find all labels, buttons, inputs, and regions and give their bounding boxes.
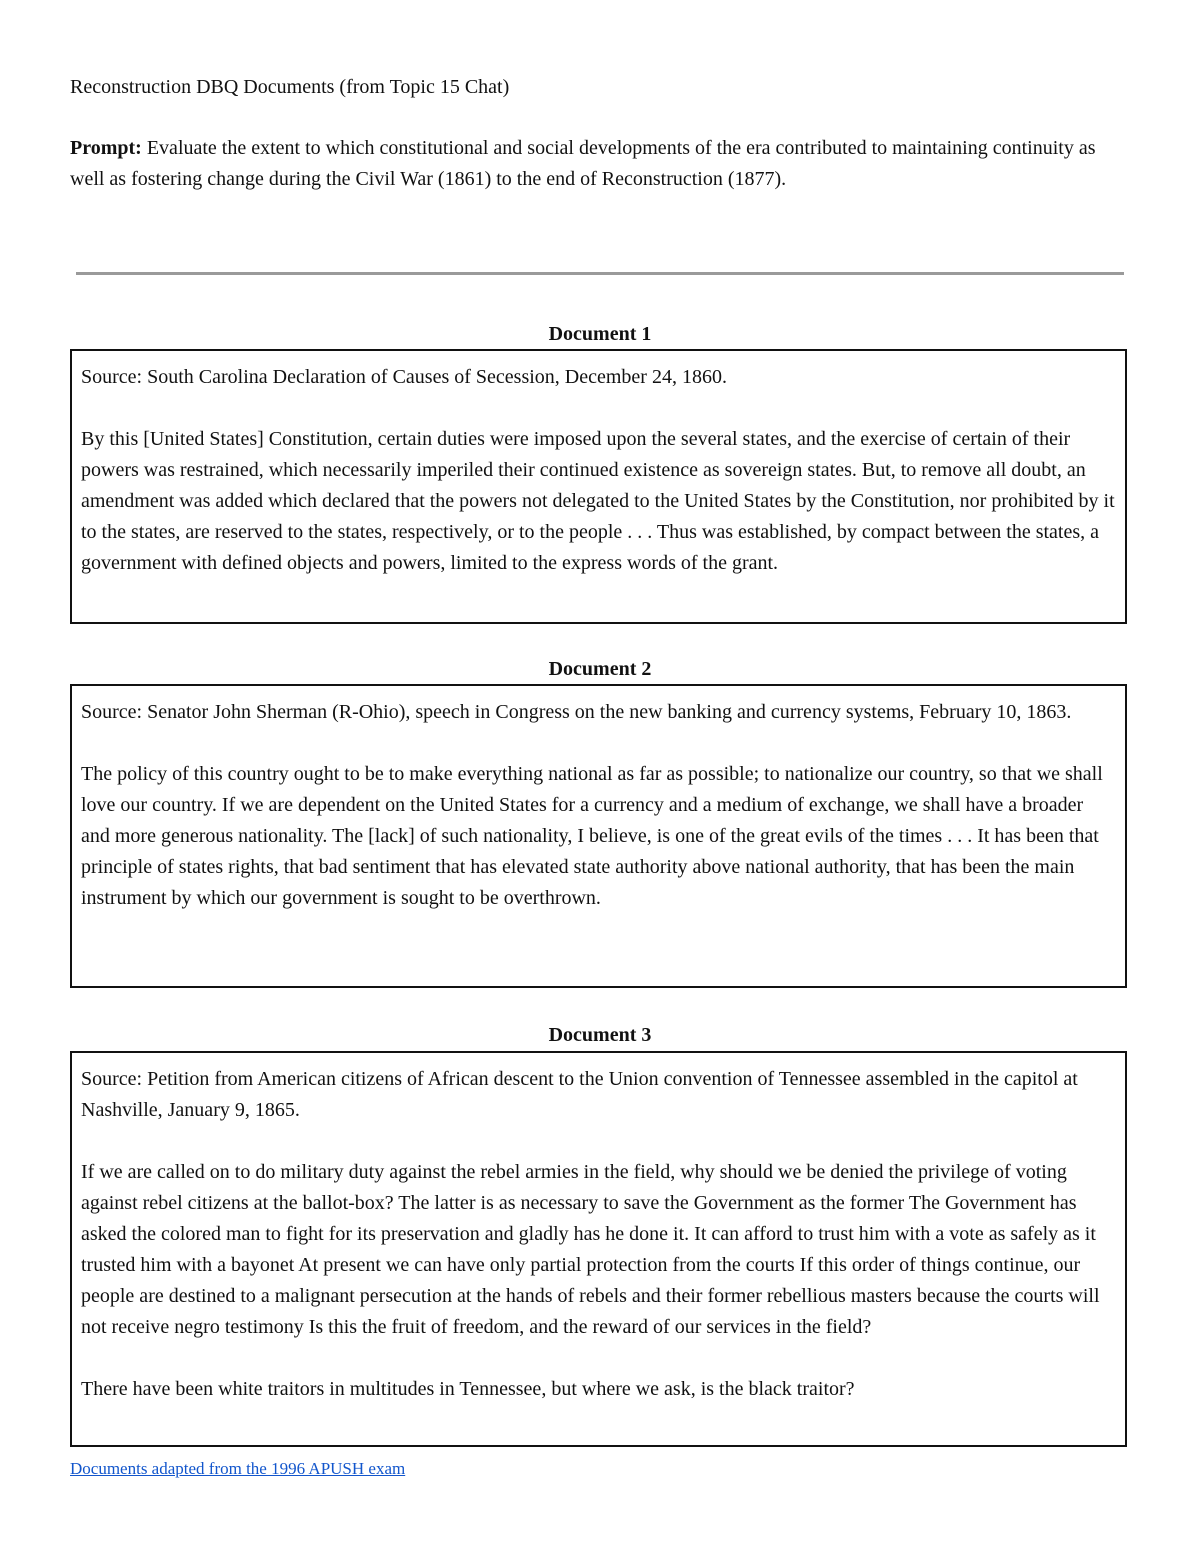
prompt-label: Prompt: (70, 137, 142, 159)
document-2-box (70, 684, 1127, 988)
prompt-paragraph (70, 133, 1110, 195)
document-1-box (70, 349, 1127, 624)
document-3-closing-text: There have been white traitors in multitudes in Tennessee, but where we ask, is the black traitor? (81, 1378, 855, 1400)
document-3-box (70, 1051, 1127, 1447)
document-3-text: If we are called on to do military duty against the rebel armies in the field, why should we be denied the privilege of voting against rebel citizens at the ballot-box? The latter is as necessary to save the Government as the former The Government has asked the colored man to fight for its preservation and gladly has he done it. It can afford to trust him with a vote as safely as it trusted him with a bayonet At present we can have only partial protection from the courts If this order of things continue, our people are destined to a malignant persecution at the hands of rebels and their former rebellious masters because the courts will not receive negro testimony Is this the fruit of freedom, and the reward of our services in the field? (81, 1161, 1100, 1338)
document-3-source: Source: Petition from American citizens of African descent to the Union convention of Tennessee assembled in the capitol at Nashville, January 9, 1865. (81, 1068, 1078, 1121)
document-3-heading: Document 3 (548, 1024, 652, 1046)
document-1-text: By this [United States] Constitution, certain duties were imposed upon the several states, and the exercise of certain of their powers was restrained, which necessarily imperiled their continued existence as sovereign states. But, to remove all doubt, an amendment was added which declared that the powers not delegated to the United States by the Constitution, nor prohibited by it to the states, are reserved to the states, respectively, or to the people . . . Thus was established, by compact between the states, a government with defined objects and powers, limited to the express words of the grant. (81, 428, 1115, 574)
prompt-text: Evaluate the extent to which constitutional and social developments of the era contributed to maintaining continuity as well as fostering change during the Civil War (1861) to the end of Reconstruction (1877). (70, 137, 1096, 190)
page-title: Reconstruction DBQ Documents (from Topic 15 Chat) (70, 76, 510, 98)
source-attribution-link[interactable]: Documents adapted from the 1996 APUSH exam (70, 1459, 406, 1478)
document-2-heading: Document 2 (548, 658, 652, 680)
document-1-heading: Document 1 (548, 323, 652, 345)
document-2-text: The policy of this country ought to be to make everything national as far as possible; to nationalize our country, so that we shall love our country. If we are dependent on the United States for a currency and a medium of exchange, we shall have a broader and more generous nationality. The [lack] of such nationality, I believe, is one of the great evils of the times . . . It has been that principle of states rights, that bad sentiment that has elevated state authority above national authority, that has been the main instrument by which our government is sought to be overthrown. (81, 763, 1103, 909)
horizontal-divider (76, 272, 1124, 275)
document-2-source: Source: Senator John Sherman (R-Ohio), speech in Congress on the new banking and currency systems, February 10, 1863. (81, 701, 1072, 723)
document-1-source: Source: South Carolina Declaration of Causes of Secession, December 24, 1860. (81, 366, 727, 388)
